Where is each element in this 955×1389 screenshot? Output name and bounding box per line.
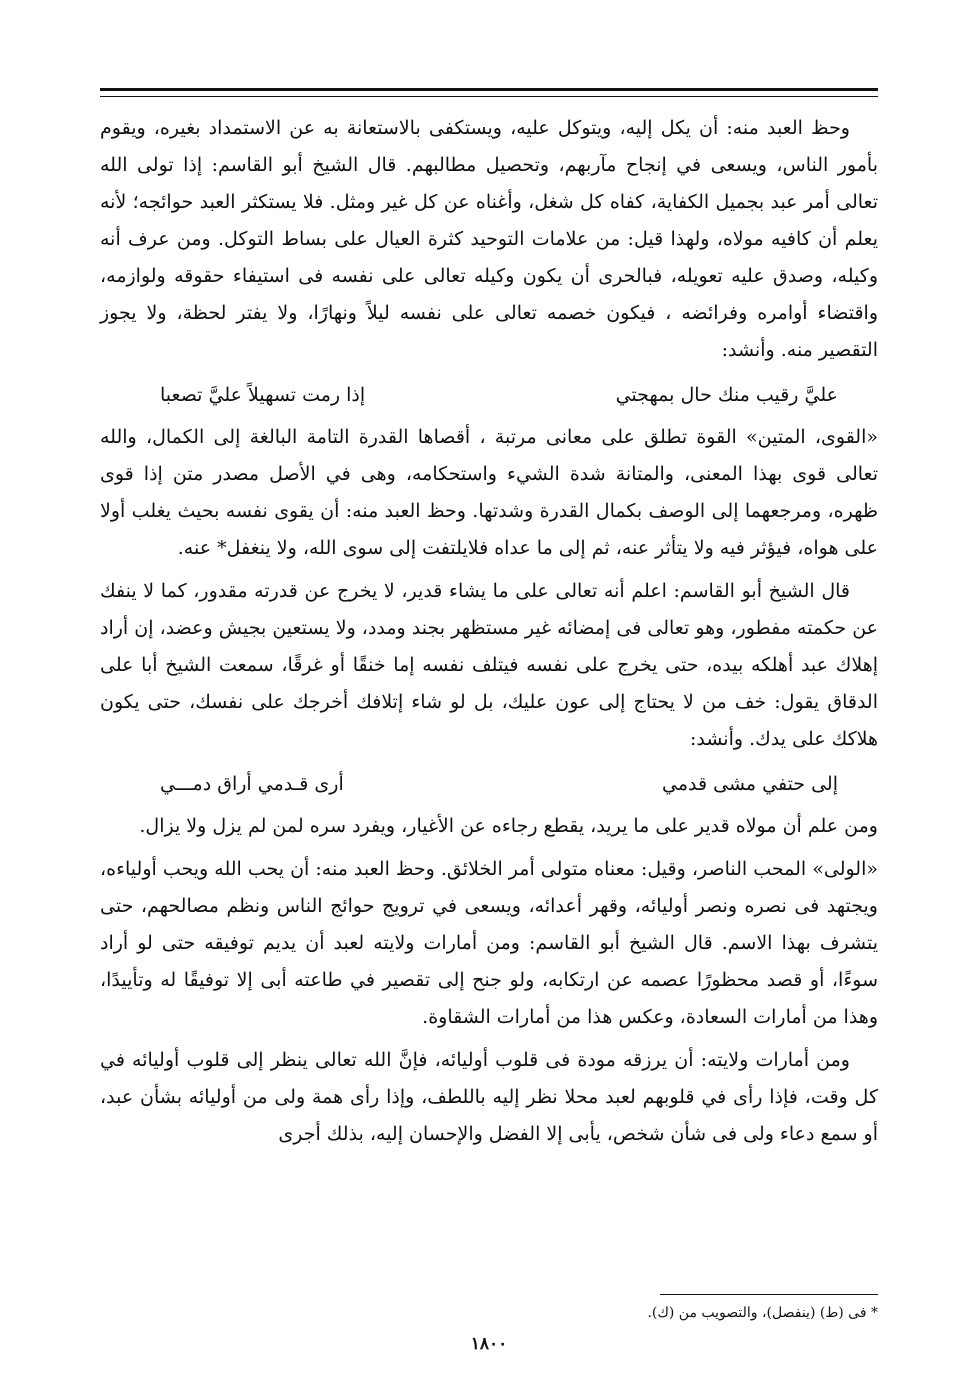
verse-2-first-hemistich: إلى حتفي مشى قدمي (662, 773, 838, 795)
paragraph-al-wali: «الولى» المحب الناصر، وقيل: معناه متولى أمر الخلائق. وحظ العبد منه: أن يحب الله ويحب أولياءه، ويجتهد فى نصره ونصر أوليائه، وقهر أعدائه، ويسعى في ترويج حوائج الناس ونظم مصالحهم، حتى يتشرف بهذا الاسم. قال الشيخ أبو القاسم: ومن أمارات ولايته لعبد أن يديم توفيقه حتى لو أراد سوءًا، أو قصد محظورًا عصمه عن ارتكابه، ولو جنح إلى تقصير في طاعته أبى إلا توفيقًا له وتأييدًا، وهذا من أمارات السعادة، وعكس هذا من أمارات الشقاوة. (100, 858, 878, 1028)
verse-2 (100, 764, 878, 804)
main-text (100, 110, 878, 1159)
paragraph-amarat-wilayatih: ومن أمارات ولايته: أن يرزقه مودة فى قلوب أوليائه، فإنَّ الله تعالى ينظر إلى قلوب أوليائه في كل وقت، فإذا رأى في قلوبهم لعبد محلا نظر إليه باللطف، وإذا رأى همة ولى من أوليائه بشأن عبد، أو سمع دعاء ولى فى شأن شخص، يأبى إلا الفضل والإحسان إليه، بذلك أجرى (100, 1049, 878, 1145)
book-page (100, 88, 878, 1368)
verse-1-second-hemistich: إذا رمت تسهيلاً عليَّ تصعبا (160, 384, 366, 406)
header-rule-thin (100, 96, 878, 97)
footnote: * فى (ط) (ينفصل)، والتصويب من (ك). (647, 1305, 878, 1321)
paragraph-hazz-al-abd: وحظ العبد منه: أن يكل إليه، ويتوكل عليه، ويستكفى بالاستعانة به عن الاستمداد بغيره، ويقوم بأمور الناس، ويسعى في إنجاح مآربهم، وتحصيل مطالبهم. قال الشيخ أبو القاسم: إذا تولى الله تعالى أمر عبد بجميل الكفاية، كفاه كل شغل، وأغناه عن كل غير ومثل. فلا يستكثر العبد حوائجه؛ لأنه يعلم أن كافيه مولاه، ولهذا قيل: من علامات التوحيد كثرة العيال على بساط التوكل. ومن عرف أنه وكيله، وصدق عليه تعويله، فبالحرى أن يكون وكيله تعالى على نفسه فى استيفاء حقوقه ولوازمه، واقتضاء أوامره وفرائضه ، فيكون خصمه تعالى على نفسه ليلاً ونهارًا، ولا يفتر لحظة، ولا يجوز التقصير منه. وأنشد: (100, 117, 878, 361)
page-number: ١٨٠٠ (470, 1334, 508, 1354)
paragraph-abu-al-qasim: قال الشيخ أبو القاسم: اعلم أنه تعالى على ما يشاء قدير، لا يخرج عن قدرته مقدور، كما لا ينفك عن حكمته مفطور، وهو تعالى فى إمضائه غير مستظهر بجند ومدد، ولا يستعين بجيش وعضد، إن أراد إهلاك عبد أهلكه بيده، حتى يخرج على نفسه فيتلف نفسه إما خنقًا أو غرقًا، سمعت الشيخ أبا على الدقاق يقول: خف من لا يحتاج إلى عون عليك، بل لو شاء إتلافك أخرجك على نفسك، حتى يكون هلاكك على يدك. وأنشد: (100, 580, 878, 750)
header-rule-thick (100, 88, 878, 91)
verse-1 (100, 375, 878, 415)
verse-2-second-hemistich: أرى قـدمي أراق دمـــي (160, 773, 344, 795)
paragraph-qadir: ومن علم أن مولاه قدير على ما يريد، يقطع رجاءه عن الأغيار، ويفرد سره لمن لم يزل ولا يزال. (139, 815, 878, 837)
paragraph-al-qawi: «القوى، المتين» القوة تطلق على معانى مرتبة ، أقصاها القدرة التامة البالغة إلى الكمال، والله تعالى قوى بهذا المعنى، والمتانة شدة الشيء واستحكامه، وهى في الأصل مصدر متن إذا قوى ظهره، ومرجعهما إلى الوصف بكمال القدرة وشدتها. وحظ العبد منه: أن يقوى نفسه بحيث يغلب أولا على هواه، فيؤثر فيه ولا يتأثر عنه، ثم إلى ما عداه فلايلتفت إلى سوى الله، ولا ينغفل* عنه. (100, 426, 878, 559)
footnote-rule (660, 1294, 878, 1295)
verse-1-first-hemistich: عليَّ رقيب منك حال بمهجتي (615, 384, 838, 406)
